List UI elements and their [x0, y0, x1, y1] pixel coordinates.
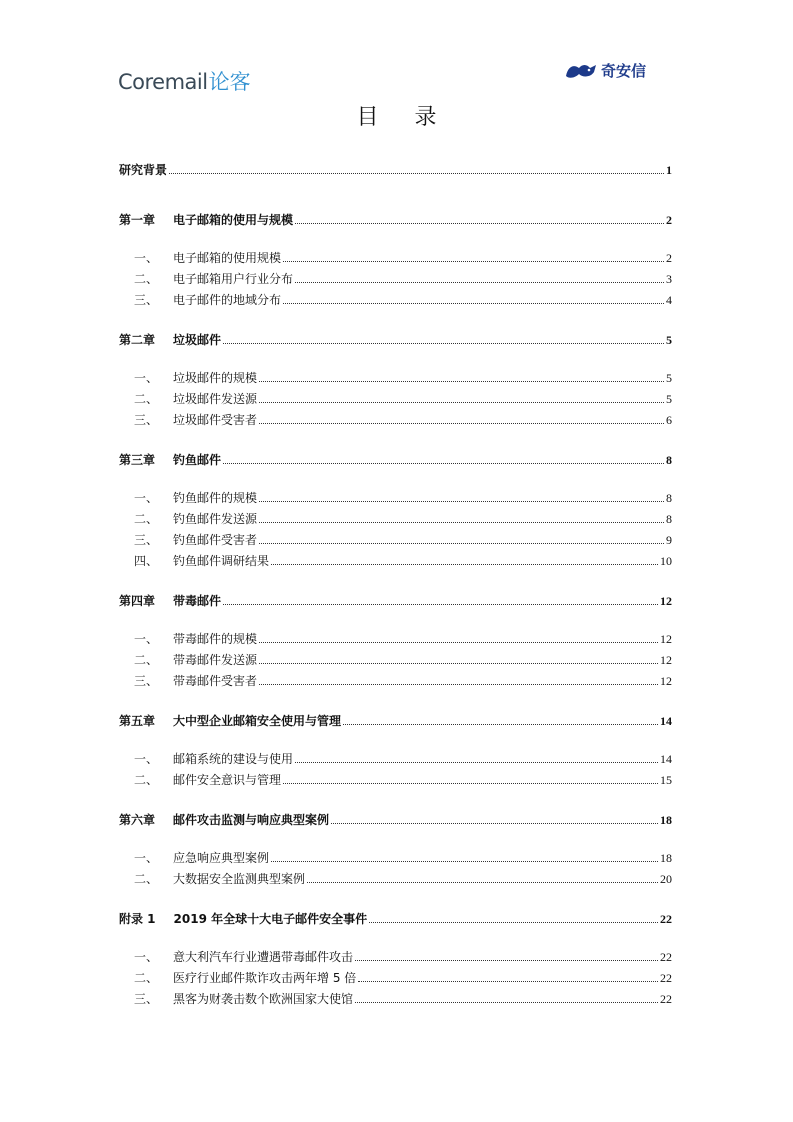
- toc-entry-title: 带毒邮件: [173, 594, 222, 608]
- toc-entry-label: [119, 630, 257, 647]
- toc-page-number: 5: [666, 371, 672, 385]
- toc-section-entry[interactable]: [119, 991, 672, 1007]
- toc-section-entry[interactable]: [119, 949, 672, 965]
- toc-section-entry[interactable]: [119, 970, 672, 986]
- toc-section-entry[interactable]: [119, 850, 672, 866]
- coremail-brand-cn: 论客: [208, 70, 251, 94]
- toc-entry-number: 三、: [133, 992, 158, 1006]
- toc-page-number: 22: [660, 992, 672, 1006]
- toc-entry-label: [119, 411, 257, 428]
- toc-entry-label: [119, 161, 167, 178]
- toc-entry-number: 二、: [133, 872, 158, 886]
- toc-section-entry[interactable]: [119, 292, 672, 308]
- toc-page-number: 15: [660, 773, 672, 787]
- toc-page-number: 3: [666, 272, 672, 286]
- toc-entry-title: 邮件攻击监测与响应典型案例: [173, 813, 330, 827]
- toc-entry-label: [119, 811, 329, 828]
- toc-entry-title: 钓鱼邮件发送源: [173, 512, 258, 526]
- dot-leader: [259, 500, 664, 502]
- toc-section-entry[interactable]: [119, 631, 672, 647]
- toc-entry-title: 带毒邮件受害者: [173, 674, 258, 688]
- toc-section-entry[interactable]: [119, 652, 672, 668]
- toc-chapter-entry[interactable]: [119, 911, 672, 927]
- toc-entry-title: 应急响应典型案例: [173, 851, 270, 865]
- toc-page-number: 12: [660, 674, 672, 688]
- toc-entry-title: 钓鱼邮件受害者: [173, 533, 258, 547]
- toc-entry-label: [119, 672, 257, 689]
- toc-page-number: 14: [660, 714, 672, 728]
- dot-leader: [223, 342, 664, 344]
- toc-entry-title: 邮件安全意识与管理: [173, 773, 282, 787]
- dot-leader: [259, 662, 658, 664]
- toc-entry-title: 带毒邮件发送源: [173, 653, 258, 667]
- toc-entry-title: 垃圾邮件发送源: [173, 392, 258, 406]
- dot-leader: [259, 683, 658, 685]
- dot-leader: [259, 380, 664, 382]
- toc-entry-title: 电子邮箱的使用规模: [173, 251, 282, 265]
- dot-leader: [355, 959, 658, 961]
- toc-page-number: 8: [666, 491, 672, 505]
- toc-entry-number: 第六章: [119, 813, 156, 827]
- toc-entry-label: [119, 510, 257, 527]
- toc-entry-title: 电子邮件的地域分布: [173, 293, 282, 307]
- qianxin-brand-text: 奇安信: [601, 62, 647, 80]
- coremail-brand-text: Coremail: [118, 70, 208, 94]
- toc-entry-number: 二、: [133, 653, 158, 667]
- toc-entry-number: 一、: [133, 371, 158, 385]
- toc-entry-number: 第三章: [119, 453, 156, 467]
- toc-entry-number: 一、: [133, 851, 158, 865]
- toc-entry-number: 一、: [133, 950, 158, 964]
- toc-entry-label: [119, 948, 353, 965]
- toc-entry-title: 医疗行业邮件欺诈攻击两年增 5 倍: [173, 971, 357, 985]
- toc-entry-title: 垃圾邮件的规模: [173, 371, 258, 385]
- toc-title: 目录: [356, 105, 473, 130]
- toc-entry-title: 垃圾邮件受害者: [173, 413, 258, 427]
- toc-entry-title: 邮箱系统的建设与使用: [173, 752, 294, 766]
- dot-leader: [295, 761, 658, 763]
- toc-page-number: 22: [660, 971, 672, 985]
- toc-page-number: 8: [666, 453, 672, 467]
- dot-leader: [283, 782, 658, 784]
- dot-leader: [169, 172, 664, 174]
- toc-chapter-entry[interactable]: [119, 212, 672, 228]
- toc-section-entry[interactable]: [119, 751, 672, 767]
- toc-chapter-entry[interactable]: [119, 452, 672, 468]
- dot-leader: [223, 462, 664, 464]
- toc-page-number: 12: [660, 653, 672, 667]
- toc-entry-label: [119, 249, 281, 266]
- toc-chapter-entry[interactable]: [119, 812, 672, 828]
- dot-leader: [358, 980, 658, 982]
- toc-entry-label: [119, 552, 269, 569]
- toc-entry-label: [119, 990, 353, 1007]
- toc-entry-label: [119, 651, 257, 668]
- toc-entry-number: 第四章: [119, 594, 156, 608]
- toc-entry-number: 二、: [133, 272, 158, 286]
- toc-entry-number: 第一章: [119, 213, 156, 227]
- toc-entry-title: 黑客为财袭击数个欧洲国家大使馆: [173, 992, 354, 1006]
- dot-leader: [259, 641, 658, 643]
- toc-section-entry[interactable]: [119, 412, 672, 428]
- toc-section-entry[interactable]: [119, 271, 672, 287]
- toc-entry-label: [119, 291, 281, 308]
- toc-section-entry[interactable]: [119, 250, 672, 266]
- toc-chapter-entry[interactable]: [119, 593, 672, 609]
- toc-entry-number: 四、: [133, 554, 158, 568]
- toc-section-entry[interactable]: [119, 490, 672, 506]
- toc-page-number: 4: [666, 293, 672, 307]
- toc-entry-title: 电子邮箱的使用与规模: [173, 213, 294, 227]
- toc-entry-label: [119, 910, 367, 927]
- toc-entry-number: 三、: [133, 293, 158, 307]
- toc-entry-title: 大数据安全监测典型案例: [173, 872, 306, 886]
- toc-page-number: 9: [666, 533, 672, 547]
- toc-page-number: 2: [666, 251, 672, 265]
- toc-entry-number: 三、: [133, 533, 158, 547]
- toc-page-number: 22: [660, 950, 672, 964]
- dot-leader: [271, 563, 658, 565]
- toc-section-entry[interactable]: [119, 511, 672, 527]
- dot-leader: [259, 401, 664, 403]
- dot-leader: [295, 222, 664, 224]
- toc-page-number: 10: [660, 554, 672, 568]
- toc-chapter-entry[interactable]: [119, 713, 672, 729]
- dot-leader: [259, 521, 664, 523]
- toc-entry-label: [119, 489, 257, 506]
- toc-entry-label: [119, 451, 221, 468]
- dot-leader: [283, 260, 664, 262]
- toc-entry-label: [119, 270, 293, 287]
- toc-entry-number: 第二章: [119, 333, 156, 347]
- toc-entry-number: 三、: [133, 674, 158, 688]
- toc-entry-title: 钓鱼邮件的规模: [173, 491, 258, 505]
- toc-page-number: 12: [660, 594, 672, 608]
- toc-section-entry[interactable]: [119, 673, 672, 689]
- toc-section-entry[interactable]: [119, 553, 672, 569]
- toc-entry-number: 一、: [133, 491, 158, 505]
- dot-leader: [283, 302, 664, 304]
- toc-entry-number: 一、: [133, 752, 158, 766]
- dot-leader: [259, 542, 664, 544]
- toc-entry-label: [119, 369, 257, 386]
- dot-leader: [271, 860, 658, 862]
- toc-page-number: 22: [660, 912, 672, 926]
- toc-entry-label: [119, 390, 257, 407]
- toc-entry-number: 附录 1: [119, 912, 156, 926]
- toc-entry-label: [119, 712, 341, 729]
- toc-section-entry[interactable]: [119, 391, 672, 407]
- toc-page-number: 20: [660, 872, 672, 886]
- toc-entry-number: 二、: [133, 512, 158, 526]
- toc-entry-number: 二、: [133, 971, 158, 985]
- toc-page-number: 5: [666, 392, 672, 406]
- toc-entry-number: 二、: [133, 773, 158, 787]
- toc-entry-label: [119, 592, 221, 609]
- toc-entry-number: 一、: [133, 632, 158, 646]
- dot-leader: [369, 921, 658, 923]
- toc-page-number: 8: [666, 512, 672, 526]
- dot-leader: [343, 723, 658, 725]
- toc-entry-title: 电子邮箱用户行业分布: [173, 272, 294, 286]
- toc-entry-number: 三、: [133, 413, 158, 427]
- toc-entry-label: [119, 531, 257, 548]
- toc-page-number: 18: [660, 813, 672, 827]
- dot-leader: [259, 422, 664, 424]
- toc-page-number: 5: [666, 333, 672, 347]
- toc-entry-title: 研究背景: [119, 163, 168, 177]
- toc-entry-number: 第五章: [119, 714, 156, 728]
- toc-entry-label: [119, 331, 221, 348]
- toc-section-entry[interactable]: [119, 772, 672, 788]
- toc-chapter-entry[interactable]: [119, 332, 672, 348]
- toc-entry-label: [119, 870, 305, 887]
- toc-entry-label: [119, 969, 356, 986]
- toc-page-number: 6: [666, 413, 672, 427]
- toc-entry-title: 钓鱼邮件调研结果: [173, 554, 270, 568]
- toc-page-number: 1: [666, 163, 672, 177]
- toc-section-entry[interactable]: [119, 871, 672, 887]
- toc-entry-number: 一、: [133, 251, 158, 265]
- dot-leader: [331, 822, 658, 824]
- dot-leader: [355, 1001, 658, 1003]
- toc-entry-title: 带毒邮件的规模: [173, 632, 258, 646]
- toc-page-number: 12: [660, 632, 672, 646]
- dot-leader: [295, 281, 664, 283]
- dot-leader: [307, 881, 658, 883]
- toc-entry-title: 2019 年全球十大电子邮件安全事件: [173, 912, 368, 926]
- toc-entry-title: 钓鱼邮件: [173, 453, 222, 467]
- toc-entry-label: [119, 750, 293, 767]
- toc-entry-title: 大中型企业邮箱安全使用与管理: [173, 714, 342, 728]
- dot-leader: [223, 603, 658, 605]
- toc-section-entry[interactable]: [119, 370, 672, 386]
- toc-section-entry[interactable]: [119, 532, 672, 548]
- toc-chapter-entry[interactable]: [119, 162, 672, 178]
- toc-entry-title: 意大利汽车行业遭遇带毒邮件攻击: [173, 950, 354, 964]
- toc-page-number: 2: [666, 213, 672, 227]
- toc-entry-label: [119, 771, 281, 788]
- toc-page-number: 18: [660, 851, 672, 865]
- toc-entry-number: 二、: [133, 392, 158, 406]
- toc-page-number: 14: [660, 752, 672, 766]
- toc-entry-title: 垃圾邮件: [173, 333, 222, 347]
- toc-entry-label: [119, 211, 293, 228]
- toc-entry-label: [119, 849, 269, 866]
